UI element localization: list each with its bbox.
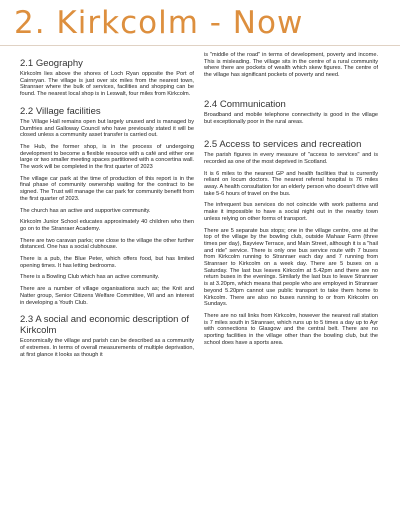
- paragraph: Kirkcolm Junior School educates approximately 40 children who then go on to the Stranraer Academy.: [20, 219, 194, 232]
- paragraph: Economically the village and parish can be described as a community of extremes. In terms of overall measurements of multiple deprivation, at first glance it looks as though it: [20, 338, 194, 358]
- paragraph: There are a number of village organisations such as; the Knit and Natter group, Senior Citizens Welfare Committee, WI and an interest in developing a Youth Club.: [20, 286, 194, 306]
- paragraph: There are 5 separate bus stops; one in the village centre, one at the top of the village by the bowling club, outside Mahaar Farm (three times per day), Bayview Terrace, and Main Street, although it is a "hail and ride" service. There is only one bus service route with 7 buses from Kirkcolm running to Stranraer each day and 7 running from Stranraer to Kirkcolm on a week day. There are 5 buses on a Saturday. The last bus leaves Kirkcolm at 5.42pm and there are no return buses in the evenings. Similarly the last bus to leave Stranraer is at 3.20pm, which means that people who are employed in Stranraer beyond 5.20pm cannot use public transport to take them home to Kirkcolm. There are also no buses running to or from Kirkcolm on Sundays.: [204, 227, 378, 308]
- paragraph: The Village Hall remains open but largely unused and is managed by Dumfries and Galloway Council who have previously stated it will be closed unless a community asset transfer is carried out.: [20, 118, 194, 139]
- paragraph: There are two caravan parks; one close to the village the other further distanced. One has a social clubhouse.: [20, 237, 194, 251]
- left-column: [20, 52, 194, 512]
- section-heading-access-services: 2.5 Access to services and recreation: [204, 139, 362, 151]
- section-heading-social-economic: 2.3 A social and economic description of Kirkcolm: [20, 314, 189, 337]
- paragraph: The parish figures in every measure of "access to services" and is recorded as one of the most deprived in Scotland.: [204, 152, 378, 165]
- right-column: [204, 52, 378, 512]
- section-heading-communication: 2.4 Communication: [204, 98, 286, 110]
- paragraph: is "middle of the road" in terms of development, poverty and income. This is misleading. The village sits in the centre of a rural community where there are pockets of wealth which skew figures. The centre of the village has significant pockets of poverty and need.: [204, 52, 378, 79]
- paragraph: There is a Bowling Club which has an active community.: [20, 274, 160, 281]
- paragraph: Broadband and mobile telephone connectivity is good in the village but exceptionally poor in the rural areas.: [204, 111, 378, 125]
- paragraph: The village car park at the time of production of this report is in the final phase of community ownership waiting for the contract to be signed. The Trust will manage the car park for community benefit from the first quarter of 2023.: [20, 175, 194, 202]
- paragraph: The Hub, the former shop, is in the process of undergoing development to become a flexible resource with a café and either one large or two smaller meeting spaces partitioned with a concertina wall. The work will be completed in the first quarter of 2023: [20, 143, 194, 171]
- paragraph: There are no rail links from Kirkcolm, however the nearest rail station is 7 miles south in Stranraer, which runs up to 5 times a day up to Ayr with connections to Glasgow and the central belt. There are no sporting facilities in the village other than the bowling club, but the school does have a sports area.: [204, 312, 378, 346]
- section-heading-village-facilities: 2.2 Village facilities: [20, 105, 101, 117]
- paragraph: The infrequent bus services do not coincide with work patterns and make it impossible to have a social night out in the nearby town unless relying on other forms of transport.: [204, 202, 378, 222]
- paragraph: There is a pub, the Blue Peter, which offers food, but has limited opening times. It has letting bedrooms.: [20, 256, 194, 269]
- section-heading-geography: 2.1 Geography: [20, 58, 83, 69]
- page-title: 2. Kirkcolm - Now: [0, 0, 400, 46]
- paragraph: It is 6 miles to the nearest GP and health facilities that is currently reliant on locum doctors. The nearest referral hospital is 76 miles away. A health consultation for an elderly person who doesn't drive will take 5-6 hours of travel on the bus.: [204, 170, 378, 197]
- paragraph: The church has an active and supportive community.: [20, 207, 151, 214]
- paragraph: Kirkcolm lies above the shores of Loch Ryan opposite the Port of Cairnryan. The village is just over six miles from the nearest town, Stranraer where the bulk of services, facilities and shopping can be found. The nearest local shop is in Leswalt, four miles from Kirkcolm.: [20, 71, 194, 98]
